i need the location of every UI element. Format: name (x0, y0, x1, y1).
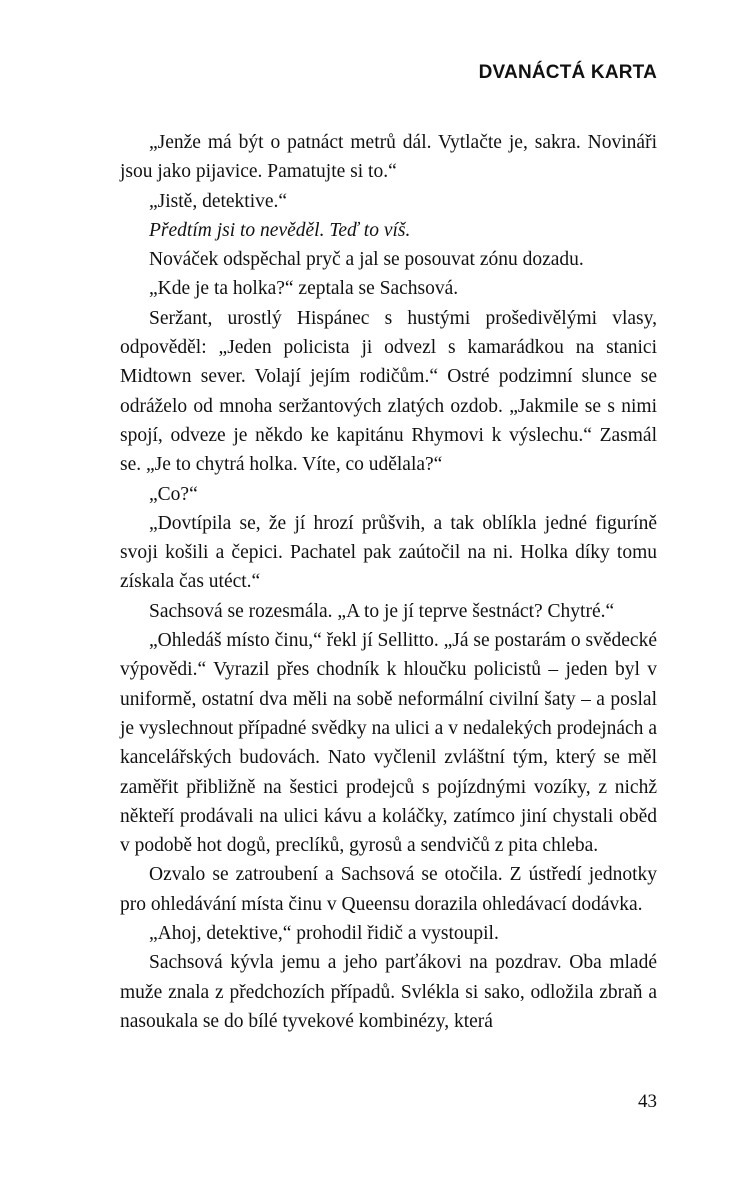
paragraph: Sachsová kývla jemu a jeho parťákovi na pozdrav. Oba mladé muže znala z předchozích případů. Svlékla si sako, odložila zbraň a nasoukala se do bílé tyvekové kombinézy, která (120, 952, 657, 1032)
paragraph: Sachsová se rozesmála. „A to je jí teprve šestnáct? Chytré.“ (149, 600, 615, 622)
paragraph: Ozvalo se zatroubení a Sachsová se otočila. Z ústředí jednotky pro ohledávání místa činu v Queensu dorazila ohledávací dodávka. (120, 864, 657, 915)
paragraph: „Co?“ (149, 483, 198, 505)
paragraph: „Ohledáš místo činu,“ řekl jí Sellitto. „Já se postarám o svědecké výpovědi.“ Vyrazil přes chodník k hloučku policistů – jeden byl v uniformě, ostatní dva měli na sobě neformální civilní šaty – a poslal je vyslechnout případné svědky na ulici a v nedalekých prodejnách a kancelářských budovách. Nato vyčlenil zvláštní tým, který se měl zaměřit přibližně na šestici prodejců s pojízdnými vozíky, z nichž někteří prodávali na ulici kávu a koláčky, zatímco jiní chystali oběd v podobě hot dogů, preclíků, gyrosů a sendvičů z pita chleba. (120, 630, 657, 857)
paragraph: „Ahoj, detektive,“ prohodil řidič a vystoupil. (149, 923, 499, 945)
running-title: DVANÁCTÁ KARTA (478, 62, 657, 83)
paragraph: Seržant, urostlý Hispánec s hustými prošedivělými vlasy, odpověděl: „Jeden policista ji odvezl s kamarádkou na stanici Midtown sever. Volají jejím rodičům.“ Ostré podzimní slunce se odráželo od mnoha seržantových zlatých ozdob. „Jakmile se s nimi spojí, odveze je někdo ke kapitánu Rhymovi k výslechu.“ Zasmál se. „Je to chytrá holka. Víte, co udělala?“ (120, 307, 657, 476)
paragraph: „Jistě, detektive.“ (149, 190, 288, 212)
paragraph: „Kde je ta holka?“ zeptala se Sachsová. (149, 278, 459, 300)
paragraph: „Jenže má být o patnáct metrů dál. Vytlačte je, sakra. Novináři jsou jako pijavice. Pamatujte si to.“ (120, 132, 657, 183)
body-text (120, 128, 657, 1036)
page-number: 43 (638, 1091, 657, 1112)
paragraph: Nováček odspěchal pryč a jal se posouvat zónu dozadu. (149, 249, 584, 271)
italic-paragraph: Předtím jsi to nevěděl. Teď to víš. (149, 219, 411, 241)
paragraph: „Dovtípila se, že jí hrozí průšvih, a tak oblíkla jedné figuríně svoji košili a čepici. Pachatel pak zaútočil na ni. Holka díky tomu získala čas utéct.“ (120, 512, 657, 593)
